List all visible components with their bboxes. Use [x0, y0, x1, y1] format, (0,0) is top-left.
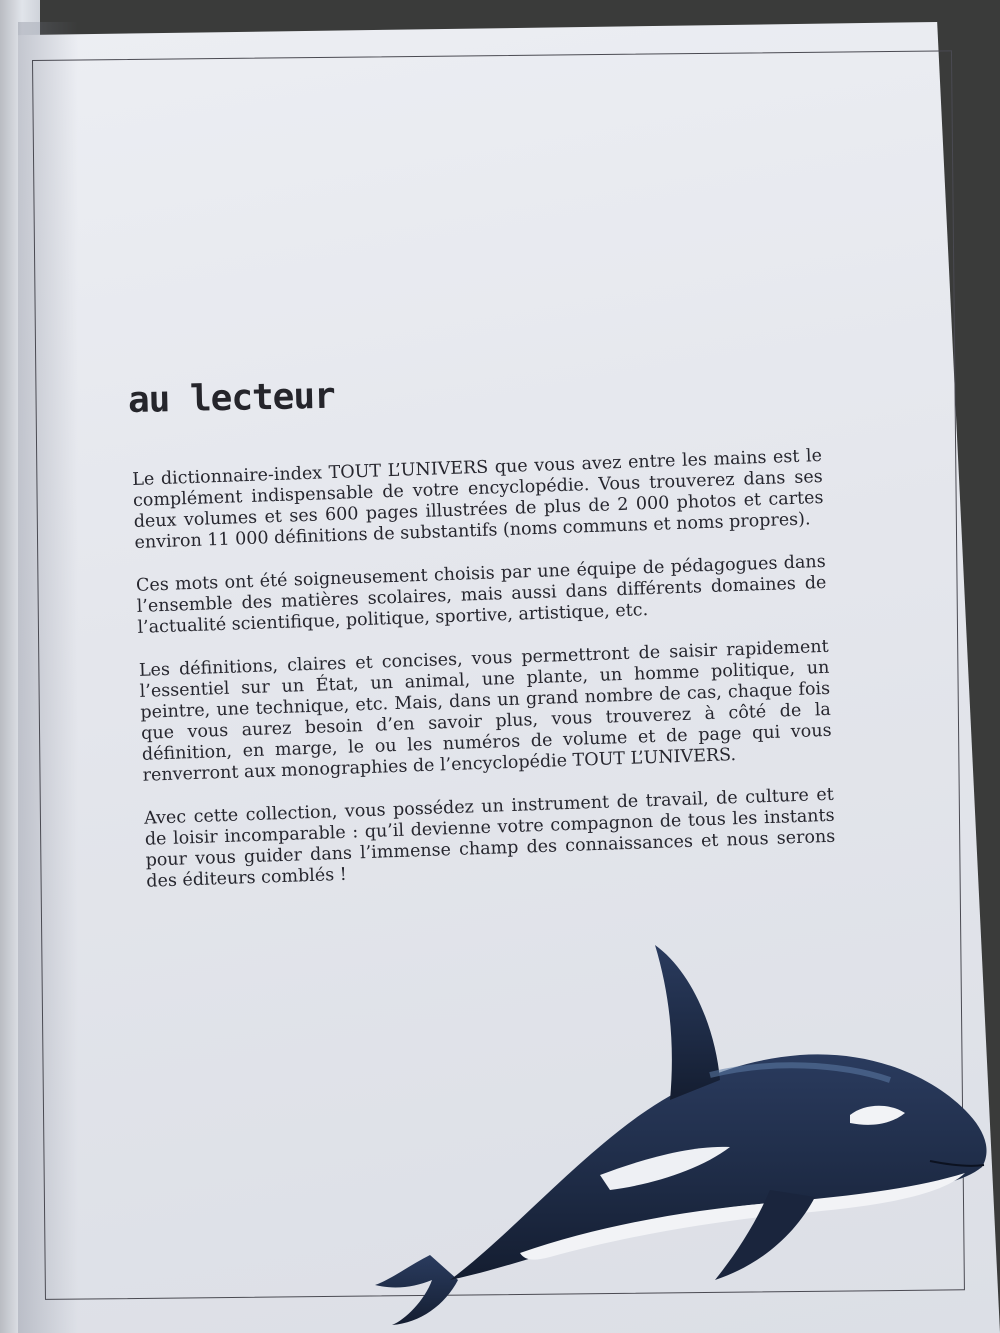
paragraph-2: Ces mots ont été soigneusement choisis par une équipe de pédagogues dans l’ensemble des matières scolaires, mais aussi dans différents domaines de l’actualité scientifique, politique, sportive, artistique, etc.	[135, 551, 827, 638]
orca-illustration-icon	[370, 935, 1000, 1330]
paragraph-4: Avec cette collection, vous possédez un instrument de travail, de culture et de loisir incomparable : qu’il devienne votre compagnon de tous les instants pour vous guider dans l’immense champ des connaissances et nous serons des éditeurs comblés !	[143, 784, 836, 892]
orca-tail	[375, 1255, 458, 1325]
body-text	[132, 446, 837, 915]
orca-body	[450, 1054, 987, 1280]
paragraph-3: Les définitions, claires et concises, vous permettront de saisir rapidement l’essentiel sur un État, un animal, une plante, un homme politique, un peintre, une technique, etc. Mais, dans un grand nombre de cas, chaque fois que vous aurez besoin d’en savoir plus, vous trouverez à côté de la définition, en marge, le ou les numéros de volume et de page qui vous renverront aux monographies de l’encyclopédie TOUT L’UNIVERS.	[138, 636, 832, 786]
page-heading: au lecteur	[127, 375, 336, 421]
orca-dorsal-fin	[655, 945, 720, 1100]
paragraph-1: Le dictionnaire-index TOUT L’UNIVERS que vous avez entre les mains est le complément indispensable de votre encyclopédie. Vous trouverez dans ses deux volumes et ses 600 pages illustrées de plus de 2 000 photos et cartes environ 11 000 définitions de substantifs (noms communs et noms propres).	[132, 445, 824, 553]
